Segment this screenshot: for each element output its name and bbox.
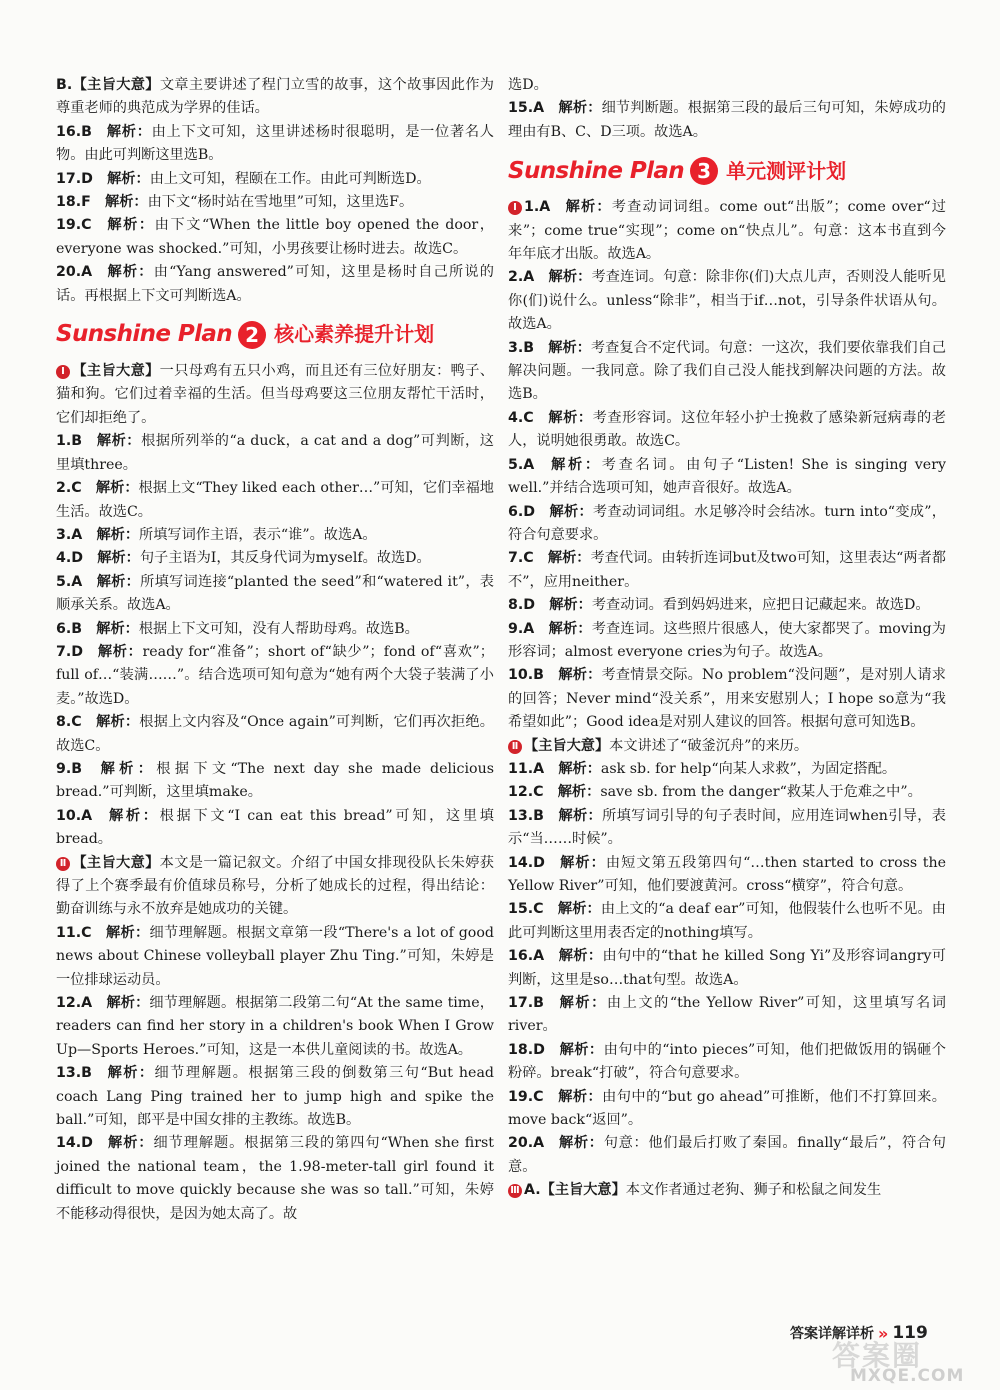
answer-item xyxy=(508,594,946,617)
item-number: 16.B xyxy=(56,123,92,140)
item-number: 8.D xyxy=(508,597,536,614)
roman-numeral-badge: Ⅱ xyxy=(56,857,70,871)
item-number: 2.A xyxy=(508,269,535,286)
item-text: 根据上文“They liked each other…”可知，它们幸福地生活。故选C。 xyxy=(56,480,494,520)
answer-item xyxy=(508,454,946,501)
item-number: 11.C xyxy=(56,924,92,941)
item-text: 考查代词。由转折连词but及two可知，这里表达“两者都不”，应用neither。 xyxy=(508,550,946,590)
item-text: 本文是一篇记叙文。介绍了中国女排现役队长朱婷获得了上个赛季最有价值球员称号，分析了她成长的过程，得出结论：勤奋训练与永不放弃是她成功的关键。 xyxy=(56,854,494,918)
answer-item xyxy=(508,1086,946,1133)
item-text: 由上下文可知，这里讲述杨时很聪明，是一位著名人物。由此可判断这里选B。 xyxy=(56,123,494,164)
item-number: 12.C xyxy=(508,784,544,801)
watermark-text-bottom: MXQE.COM xyxy=(850,1366,965,1386)
answer-item xyxy=(508,501,946,548)
summary-paragraph xyxy=(508,735,946,758)
item-label: 解析： xyxy=(558,995,607,1012)
item-text: 本文讲述了“破釜沉舟”的来历。 xyxy=(609,737,809,754)
item-label: 解析： xyxy=(106,123,152,140)
item-text: 所填写词连接“planted the seed”和“watered it”，表顺承关系。故选A。 xyxy=(56,573,494,614)
item-text: 由上文可知，程颐在工作。由此可判断选D。 xyxy=(149,170,431,187)
summary-paragraph xyxy=(508,1179,946,1202)
item-text: 由句中的“into pieces”可知，他们把做饭用的锅砸个粉碎。break“打破”，符合句意要求。 xyxy=(508,1041,946,1082)
item-text: 根据下文“I can eat this bread”可知，这里填bread。 xyxy=(56,807,494,848)
item-label: 解析： xyxy=(558,100,602,117)
answer-item xyxy=(508,337,946,407)
item-label: 解析： xyxy=(105,194,148,211)
item-text: 考查动词。看到妈妈进来，应把日记藏起来。故选D。 xyxy=(591,597,930,614)
roman-numeral-badge: Ⅱ xyxy=(508,740,522,754)
item-label: 解析： xyxy=(564,199,612,216)
item-text: 考查动词词组。come out“出版”；come over“过来”；come true“实现”；come on“快点儿”。句意：这本书直到今年年底才出版。故选A。 xyxy=(508,199,946,263)
item-label: 解析： xyxy=(107,170,150,187)
item-prefix: B. xyxy=(56,77,73,93)
item-number: 13.B xyxy=(56,1065,92,1082)
item-label: 解析： xyxy=(559,854,606,871)
item-number: 10.A xyxy=(56,807,93,824)
answer-item xyxy=(56,1132,494,1226)
item-label: 解析： xyxy=(547,409,593,426)
plan-number-badge: 3 xyxy=(690,157,718,185)
item-number: 20.A xyxy=(56,264,93,281)
answer-item xyxy=(508,196,946,266)
item-text: 由下文“When the little boy opened the door，everyone was shocked.”可知，小男孩要让杨时进去。故选C。 xyxy=(56,217,494,257)
item-label: 解析： xyxy=(548,620,592,637)
item-text: 句意：他们最后打败了秦国。finally“最后”，符合句意。 xyxy=(508,1135,946,1175)
right-column xyxy=(508,74,946,1203)
plan-number-badge: 2 xyxy=(238,321,266,349)
left-column xyxy=(56,74,494,1226)
answer-item xyxy=(56,430,494,477)
item-number: 6.B xyxy=(56,620,83,637)
answer-item xyxy=(56,1062,494,1132)
item-number: 15.A xyxy=(508,100,545,117)
item-number: 1.B xyxy=(56,433,83,450)
item-number: 8.C xyxy=(56,714,82,731)
answer-item xyxy=(508,97,946,144)
item-label: 解析： xyxy=(105,217,155,234)
answer-item xyxy=(56,992,494,1062)
item-number: 14.D xyxy=(508,854,545,871)
item-label: 解析： xyxy=(547,550,591,567)
item-text: 考查复合不定代词。句意：一这次，我们要依靠我们自己解决问题。一我同意。除了我们自己没人能找到解决问题的方法。故选B。 xyxy=(508,339,946,403)
item-number: 6.D xyxy=(508,503,536,520)
item-text: 文章主要讲述了程门立雪的故事，这个故事因此作为尊重老师的典范成为学界的佳话。 xyxy=(56,77,494,117)
item-text: 句子主语为I，其反身代词为myself。故选D。 xyxy=(139,550,431,567)
item-text: 考查连词。句意：除非你(们)大点儿声，否则没人能听见你(们)说什么。unless“除非”，相当于if…not，引导条件状语从句。故选A。 xyxy=(508,269,946,333)
answer-item xyxy=(508,781,946,804)
answer-item xyxy=(56,261,494,308)
summary-paragraph xyxy=(56,852,494,922)
plan-wordmark: Sunshine Plan xyxy=(56,321,233,348)
item-label: 解析： xyxy=(557,901,601,918)
item-number: 18.D xyxy=(508,1041,545,1058)
item-label: 解析： xyxy=(558,760,601,777)
item-text: 根据下文“The next day she made delicious bread.”可判断，这里填make。 xyxy=(56,760,494,801)
answer-item xyxy=(508,992,946,1039)
item-label: 解析： xyxy=(95,480,139,497)
item-number: 20.A xyxy=(508,1135,545,1152)
item-label: 解析： xyxy=(106,995,150,1012)
item-text: ask sb. for help“向某人求救”，为固定搭配。 xyxy=(600,760,897,777)
item-text: 细节判断题。根据第三段的最后三句可知，朱婷成功的理由有B、C、D三项。故选A。 xyxy=(508,100,946,140)
item-text: 一只母鸡有五只小鸡，而且还有三位好朋友：鸭子、猫和狗。它们过着幸福的生活。但当母鸡要这三位朋友帮忙干活时，它们却拒绝了。 xyxy=(56,363,494,426)
item-number: 11.A xyxy=(508,760,545,777)
answer-item xyxy=(508,1132,946,1179)
item-text: 由“Yang answered”可知，这里是杨时自己所说的话。再根据上下文可判断选A。 xyxy=(56,264,494,304)
answer-item xyxy=(508,1039,946,1086)
item-number: 7.C xyxy=(508,550,534,567)
item-number: 7.D xyxy=(56,643,84,660)
plan-title: 单元测评计划 xyxy=(726,158,847,183)
item-number: 14.D xyxy=(56,1135,93,1152)
item-text: 由上文的“the Yellow River”可知，这里填写名词river。 xyxy=(508,995,946,1035)
item-text: 根据所列举的“a duck，a cat and a dog”可判断，这里填three。 xyxy=(56,433,494,473)
item-number: 18.F xyxy=(56,194,91,211)
item-text: 考查形容词。这位年轻小护士挽救了感染新冠病毒的老人，说明她很勇敢。故选C。 xyxy=(508,409,946,450)
item-label: 解析： xyxy=(96,573,141,590)
footer-label: 答案详解详析 xyxy=(790,1326,874,1342)
roman-numeral-badge: Ⅲ xyxy=(508,1184,522,1198)
answer-item xyxy=(56,805,494,852)
section-heading xyxy=(56,318,494,352)
item-text: 由句中的“that he killed Song Yi”及形容词angry可判断，这里是so…that句型。故选A。 xyxy=(508,948,946,988)
item-label: 解析： xyxy=(548,456,602,473)
item-label: 【主旨大意】 xyxy=(72,77,160,93)
roman-numeral-badge: Ⅰ xyxy=(56,365,70,379)
item-label: 解析： xyxy=(96,433,142,450)
answer-item xyxy=(508,758,946,781)
item-label: 解析： xyxy=(96,620,139,637)
item-number: 9.B xyxy=(56,760,83,777)
item-label: 解析： xyxy=(548,269,592,286)
answer-item xyxy=(56,214,494,261)
item-text: 细节理解题。根据第三段的第四句“When she first joined the national team，the 1.98-meter-tall girl found it difficult to move quickly because she was so tall.”可知，朱婷不能移动得很快，是因为她太高了。故 xyxy=(56,1135,494,1222)
item-number: 4.D xyxy=(56,550,84,567)
item-text: 细节理解题。根据文章第一段“There's a lot of good news about Chinese volleyball player Zhu Ting.”可知，朱婷是一位排球运动员。 xyxy=(56,924,494,988)
item-text: 由句中的“but go ahead”可推断，他们不打算回来。move back“返回”。 xyxy=(508,1088,946,1129)
watermark-logo xyxy=(832,1322,982,1388)
plan-title: 核心素养提升计划 xyxy=(274,322,435,347)
item-number: 12.A xyxy=(56,995,93,1012)
summary-paragraph xyxy=(56,74,494,121)
item-number: 9.A xyxy=(508,620,535,637)
watermark-text-top: 答案圈 xyxy=(832,1339,923,1372)
item-label: 解析： xyxy=(97,550,140,567)
item-text: 所填写词作主语，表示“谁”。故选A。 xyxy=(139,526,377,543)
item-text: 本文作者通过老狗、狮子和松鼠之间发生 xyxy=(625,1182,882,1199)
item-text: 所填写词引导的句子表时间，应用连词when引导，表示“当……时候”。 xyxy=(508,807,946,848)
item-label: 解析： xyxy=(96,526,140,543)
item-label: 解析： xyxy=(106,1065,155,1082)
answer-item xyxy=(56,121,494,168)
answer-item xyxy=(508,664,946,734)
item-label: 解析： xyxy=(557,1088,603,1105)
answer-item xyxy=(508,266,946,336)
item-label: 解析： xyxy=(559,1041,604,1058)
item-label: 解析： xyxy=(548,339,591,356)
answer-item xyxy=(56,571,494,618)
answer-item xyxy=(508,945,946,992)
item-text: 考查名词。由句子“Listen! She is singing very well.”并结合选项可知，她声音很好。故选A。 xyxy=(508,456,946,497)
answer-item xyxy=(508,852,946,899)
item-text: 细节理解题。根据第二段第二句“At the same time，readers can find her story in a children's book When I Grow Up—Sports Heroes.”可知，这是一本供儿童阅读的书。故选A。 xyxy=(56,995,494,1058)
item-label: 解析： xyxy=(558,948,603,965)
answer-item xyxy=(56,758,494,805)
item-label: 解析： xyxy=(96,760,157,777)
item-text: save sb. from the danger“救某人于危难之中”。 xyxy=(600,784,922,801)
item-text: 考查动词词组。水足够冷时会结冰。turn into“变成”，符合句意要求。 xyxy=(508,503,946,543)
item-label: 解析： xyxy=(97,643,143,660)
item-number: 3.B xyxy=(508,339,535,356)
item-number: 13.B xyxy=(508,807,544,824)
answer-item xyxy=(508,547,946,594)
answer-item xyxy=(508,618,946,665)
answer-item xyxy=(508,898,946,945)
item-number: 2.C xyxy=(56,480,82,497)
item-number: 4.C xyxy=(508,409,534,426)
item-label: 【主旨大意】 xyxy=(72,854,160,871)
item-label: 解析： xyxy=(105,924,150,941)
item-label: 解析： xyxy=(549,503,593,520)
item-text: 细节理解题。根据第三段的倒数第三句“But head coach Lang Ping trained her to jump high and spike the ball.”可知，郎平是中国女排的主教练。故选B。 xyxy=(56,1065,494,1129)
answer-item xyxy=(56,168,494,191)
item-number: 17.D xyxy=(56,170,93,187)
item-label: 解析： xyxy=(549,597,592,614)
plan-wordmark: Sunshine Plan xyxy=(508,157,685,184)
item-label: 解析： xyxy=(558,1135,604,1152)
item-text: 根据上下文可知，没有人帮助母鸡。故选B。 xyxy=(138,620,419,637)
item-number: 16.A xyxy=(508,948,545,965)
item-text: 由上文的“a deaf ear”可知，他假装什么也听不见。由此可判断这里用表否定的nothing填写。 xyxy=(508,901,946,941)
item-number: 15.C xyxy=(508,901,544,918)
answer-item xyxy=(508,805,946,852)
answer-item xyxy=(56,524,494,547)
item-number: 10.B xyxy=(508,667,544,684)
roman-numeral-badge: Ⅰ xyxy=(508,201,522,215)
item-label: 解析： xyxy=(95,714,140,731)
answer-item xyxy=(56,922,494,992)
item-text: 考查连词。这些照片很感人，使大家都哭了。moving为形容词；almost everyone cries为句子。故选A。 xyxy=(508,620,946,660)
item-label: 【主旨大意】 xyxy=(524,737,610,754)
answer-item xyxy=(56,547,494,570)
item-text: 选D。 xyxy=(508,77,548,93)
item-number: 5.A xyxy=(508,456,535,473)
answer-item xyxy=(56,191,494,214)
item-label: 解析： xyxy=(106,264,154,281)
item-label: 解析： xyxy=(106,807,160,824)
item-label: 解析： xyxy=(557,784,601,801)
item-number: 19.C xyxy=(56,217,92,234)
section-heading xyxy=(508,154,946,188)
continued-text xyxy=(508,74,946,97)
item-prefix: A. xyxy=(524,1182,541,1199)
item-label: 【主旨大意】 xyxy=(72,363,160,380)
answer-item xyxy=(56,618,494,641)
item-label: 解析： xyxy=(558,807,603,824)
item-number: 17.B xyxy=(508,995,544,1012)
answer-item xyxy=(56,641,494,711)
item-number: 5.A xyxy=(56,573,83,590)
item-label: 解析： xyxy=(107,1135,154,1152)
item-number: 1.A xyxy=(524,199,551,216)
item-number: 3.A xyxy=(56,526,83,543)
item-text: 由下文“杨时站在雪地里”可知，这里选F。 xyxy=(147,194,414,211)
page-number: 119 xyxy=(892,1323,928,1343)
double-chevron-icon: » xyxy=(878,1323,889,1343)
answer-item xyxy=(56,477,494,524)
item-label: 【主旨大意】 xyxy=(540,1182,626,1199)
item-text: 根据上文内容及“Once again”可判断，它们再次拒绝。故选C。 xyxy=(56,714,494,754)
answer-item xyxy=(508,407,946,454)
item-label: 解析： xyxy=(558,667,602,684)
item-text: 由短文第五段第四句“…then started to cross the Yellow River”可知，他们要渡黄河。cross“横穿”，符合句意。 xyxy=(508,854,946,894)
item-number: 19.C xyxy=(508,1088,544,1105)
item-text: 考查情景交际。No problem“没问题”，是对别人请求的回答；Never mind“没关系”，用来安慰别人；I hope so意为“我希望如此”；Good idea是对别人建议的回答。根据句意可知选B。 xyxy=(508,667,946,731)
item-text: ready for“准备”；short of“缺少”；fond of“喜欢”；full of…“装满……”。结合选项可知句意为“她有两个大袋子装满了小麦。”故选D。 xyxy=(56,643,494,707)
summary-paragraph xyxy=(56,360,494,430)
answer-item xyxy=(56,711,494,758)
